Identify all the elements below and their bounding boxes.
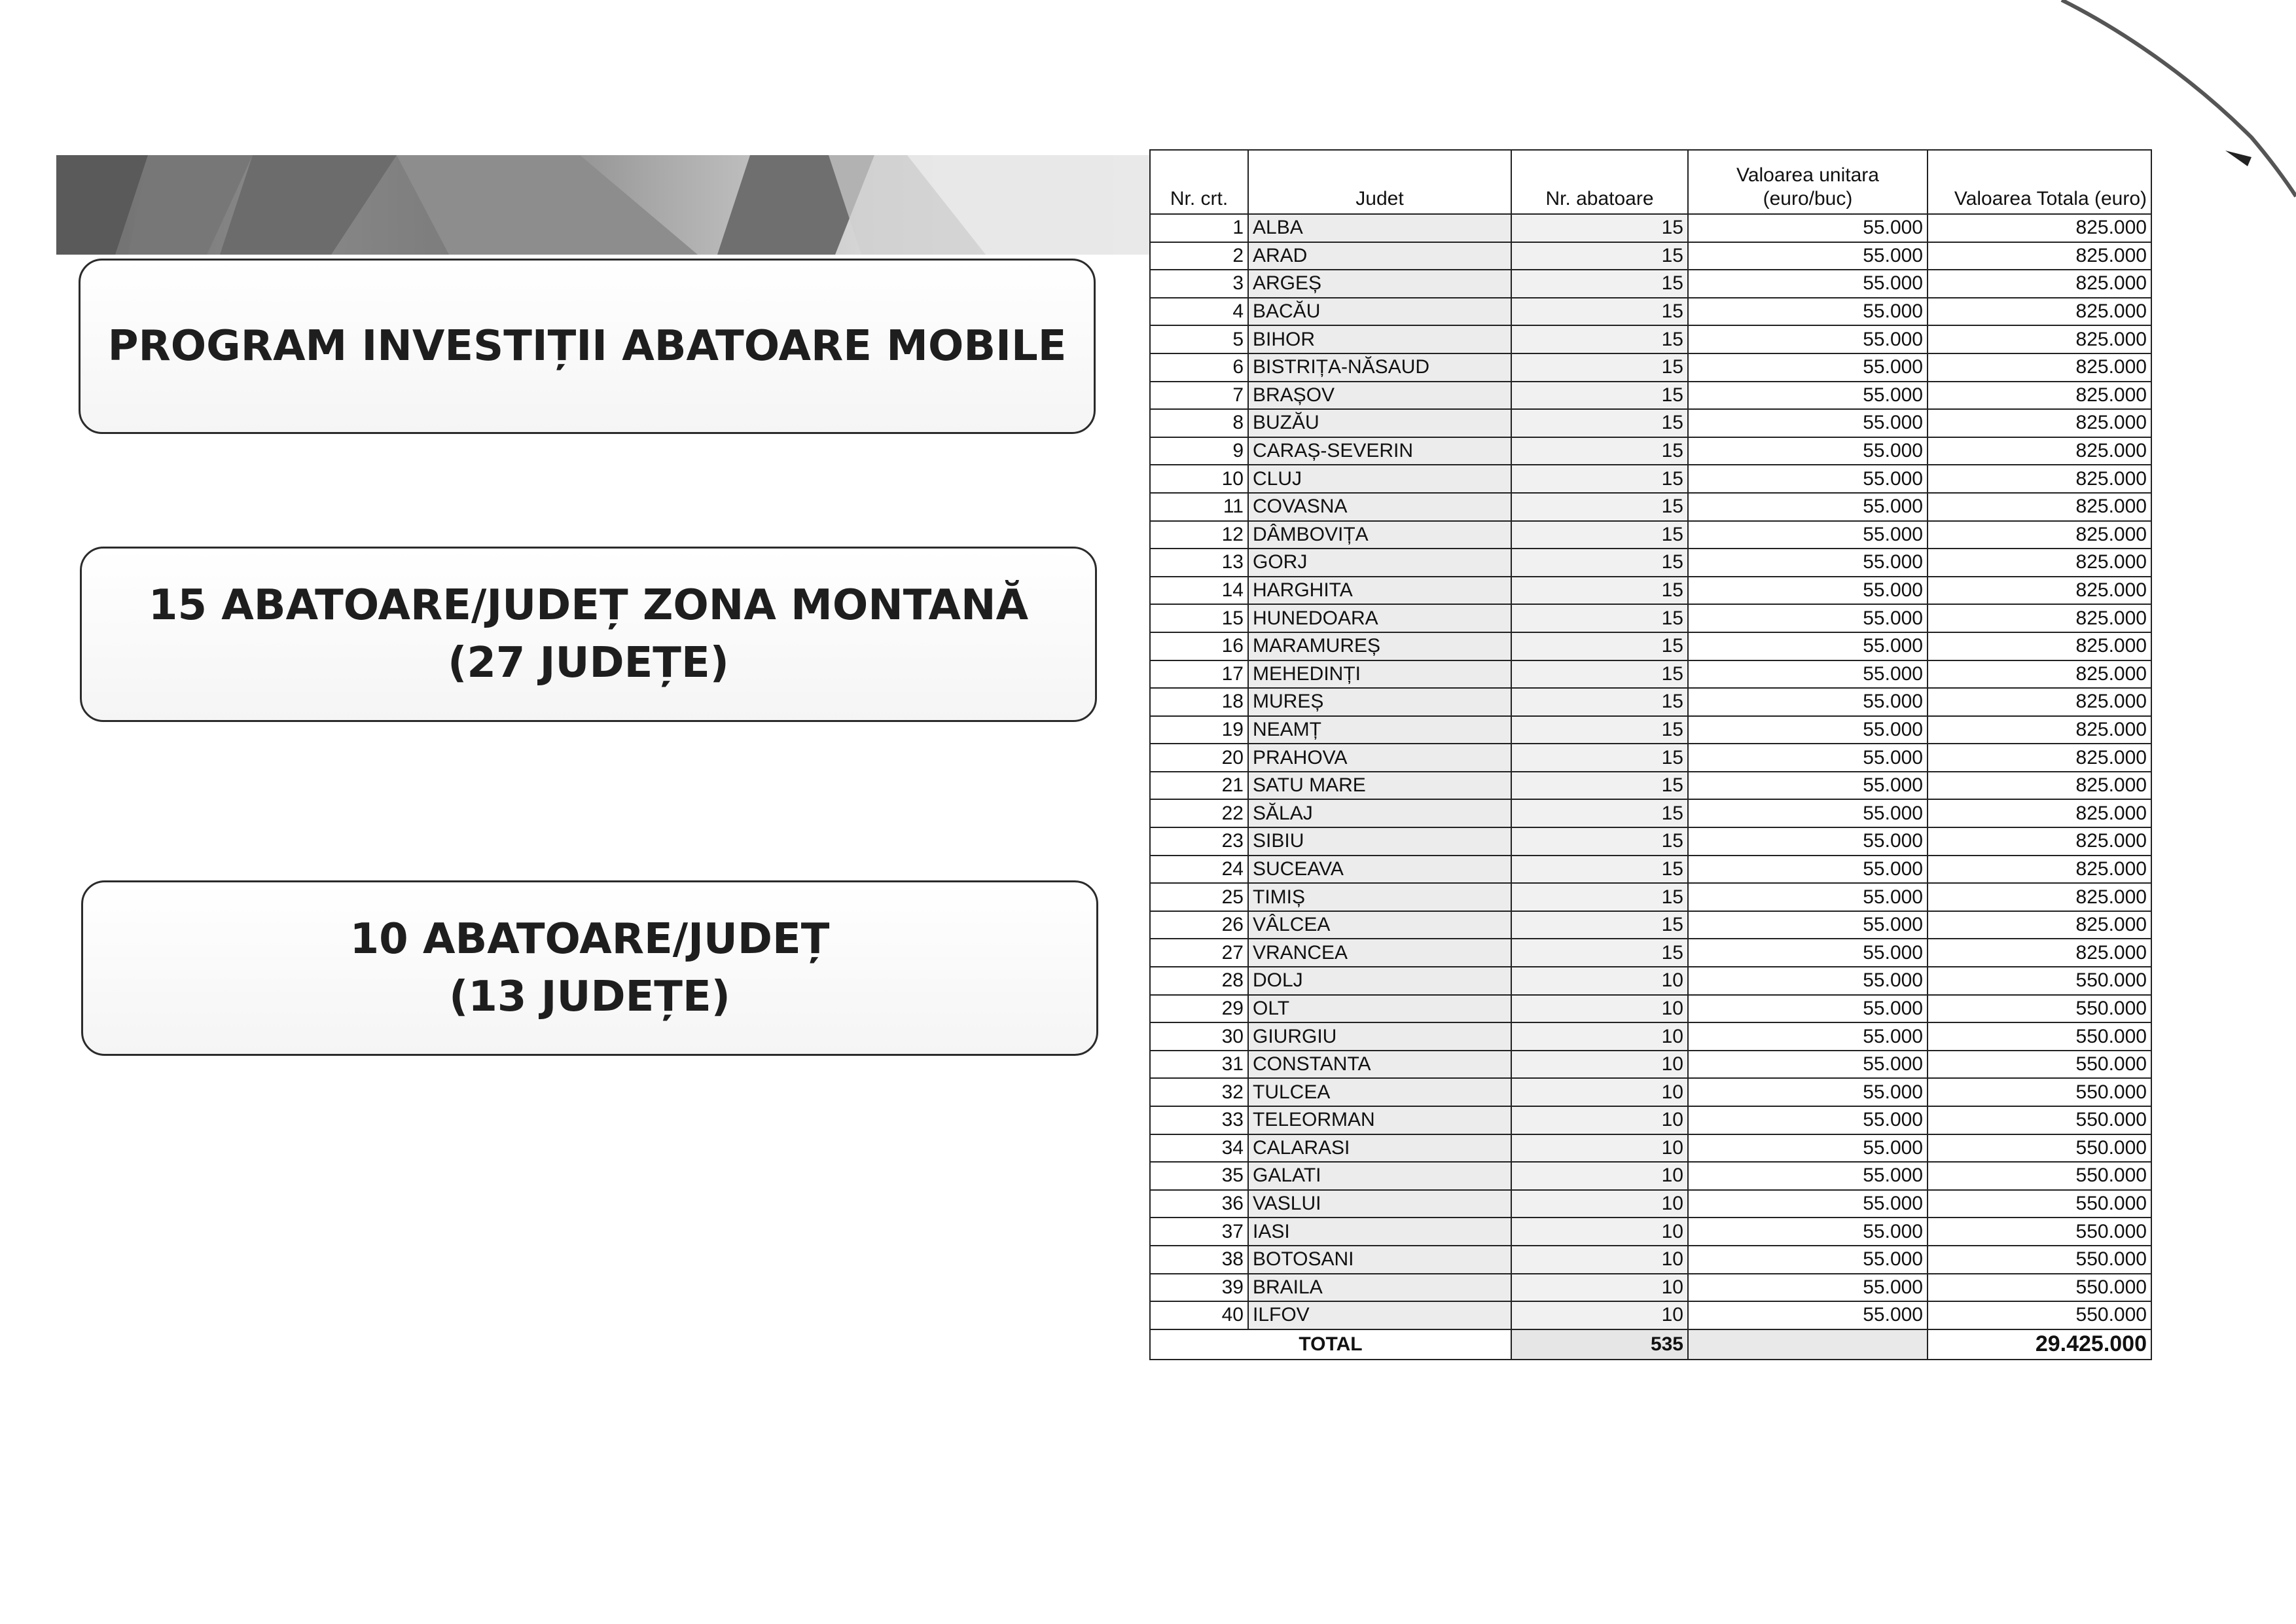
cell-abatoare: 10 (1511, 1218, 1688, 1246)
cell-valoare-unitara: 55.000 (1688, 549, 1928, 577)
header-valoare-unitara-line1: Valoarea unitara (1736, 164, 1879, 186)
cell-valoare-totala: 825.000 (1928, 911, 2151, 939)
cell-valoare-totala: 825.000 (1928, 325, 2151, 353)
cell-abatoare: 15 (1511, 298, 1688, 326)
cell-judet: MEHEDINȚI (1248, 660, 1511, 689)
table-row (1150, 1078, 2151, 1106)
cell-judet: BRAILA (1248, 1274, 1511, 1302)
cell-judet: IASI (1248, 1218, 1511, 1246)
total-valoare-totala: 29.425.000 (1928, 1329, 2151, 1360)
cell-judet: TELEORMAN (1248, 1106, 1511, 1134)
cell-nr: 40 (1150, 1301, 1248, 1329)
cell-valoare-unitara: 55.000 (1688, 270, 1928, 298)
cell-valoare-totala: 825.000 (1928, 521, 2151, 549)
cell-nr: 35 (1150, 1162, 1248, 1190)
cell-abatoare: 15 (1511, 577, 1688, 605)
table-row (1150, 214, 2151, 242)
table-row (1150, 353, 2151, 382)
cell-abatoare: 15 (1511, 242, 1688, 270)
table-row (1150, 688, 2151, 716)
cell-abatoare: 15 (1511, 409, 1688, 437)
cell-valoare-unitara: 55.000 (1688, 325, 1928, 353)
cell-valoare-unitara: 55.000 (1688, 493, 1928, 521)
table-header-row (1150, 150, 2151, 214)
table-row (1150, 382, 2151, 410)
program-title: PROGRAM INVESTIȚII ABATOARE MOBILE (107, 322, 1067, 370)
cell-nr: 22 (1150, 799, 1248, 827)
cell-judet: ARGEȘ (1248, 270, 1511, 298)
cell-abatoare: 10 (1511, 1078, 1688, 1106)
cell-nr: 20 (1150, 744, 1248, 772)
cell-judet: GORJ (1248, 549, 1511, 577)
cell-judet: COVASNA (1248, 493, 1511, 521)
cell-judet: BIHOR (1248, 325, 1511, 353)
cell-valoare-unitara: 55.000 (1688, 856, 1928, 884)
cell-valoare-unitara: 55.000 (1688, 577, 1928, 605)
scan-corner-mark (2036, 0, 2296, 262)
cell-abatoare: 15 (1511, 382, 1688, 410)
cell-valoare-unitara: 55.000 (1688, 1246, 1928, 1274)
cell-valoare-unitara: 55.000 (1688, 1301, 1928, 1329)
cell-judet: GALATI (1248, 1162, 1511, 1190)
cell-valoare-unitara: 55.000 (1688, 772, 1928, 800)
table-row (1150, 911, 2151, 939)
table-body (1150, 214, 2151, 1329)
total-label: TOTAL (1150, 1329, 1511, 1360)
cell-judet: GIURGIU (1248, 1022, 1511, 1051)
cell-nr: 1 (1150, 214, 1248, 242)
cell-judet: PRAHOVA (1248, 744, 1511, 772)
cell-valoare-totala: 550.000 (1928, 1301, 2151, 1329)
cell-valoare-totala: 550.000 (1928, 1274, 2151, 1302)
cell-judet: TIMIȘ (1248, 883, 1511, 911)
table-row (1150, 437, 2151, 465)
cell-valoare-unitara: 55.000 (1688, 1162, 1928, 1190)
cell-abatoare: 15 (1511, 939, 1688, 967)
table-row (1150, 1022, 2151, 1051)
cell-judet: VASLUI (1248, 1190, 1511, 1218)
cell-abatoare: 15 (1511, 325, 1688, 353)
cell-judet: MUREȘ (1248, 688, 1511, 716)
cell-valoare-totala: 550.000 (1928, 1246, 2151, 1274)
total-unitara-empty (1688, 1329, 1928, 1360)
cell-judet: HUNEDOARA (1248, 604, 1511, 632)
cell-nr: 2 (1150, 242, 1248, 270)
cell-valoare-unitara: 55.000 (1688, 437, 1928, 465)
cell-nr: 4 (1150, 298, 1248, 326)
cell-nr: 14 (1150, 577, 1248, 605)
cell-nr: 21 (1150, 772, 1248, 800)
cell-valoare-totala: 550.000 (1928, 1190, 2151, 1218)
other-counties-line2: (13 JUDEȚE) (449, 973, 730, 1021)
cell-valoare-totala: 825.000 (1928, 353, 2151, 382)
cell-abatoare: 15 (1511, 744, 1688, 772)
cell-judet: VÂLCEA (1248, 911, 1511, 939)
table-row (1150, 1274, 2151, 1302)
cell-abatoare: 15 (1511, 214, 1688, 242)
cell-valoare-totala: 825.000 (1928, 744, 2151, 772)
table-row (1150, 604, 2151, 632)
cell-nr: 26 (1150, 911, 1248, 939)
cell-valoare-totala: 825.000 (1928, 298, 2151, 326)
cell-valoare-unitara: 55.000 (1688, 1218, 1928, 1246)
cell-abatoare: 10 (1511, 1051, 1688, 1079)
cell-judet: DÂMBOVIȚA (1248, 521, 1511, 549)
cell-abatoare: 10 (1511, 1022, 1688, 1051)
cell-valoare-unitara: 55.000 (1688, 1190, 1928, 1218)
cell-judet: MARAMUREȘ (1248, 632, 1511, 660)
cell-nr: 39 (1150, 1274, 1248, 1302)
cell-abatoare: 15 (1511, 688, 1688, 716)
cell-nr: 15 (1150, 604, 1248, 632)
other-counties-line1: 10 ABATOARE/JUDEȚ (350, 915, 830, 964)
cell-abatoare: 10 (1511, 1246, 1688, 1274)
cell-abatoare: 15 (1511, 521, 1688, 549)
cell-valoare-unitara: 55.000 (1688, 688, 1928, 716)
table-row (1150, 883, 2151, 911)
cell-abatoare: 15 (1511, 660, 1688, 689)
cell-nr: 16 (1150, 632, 1248, 660)
header-nr-crt: Nr. crt. (1150, 150, 1248, 214)
cell-abatoare: 15 (1511, 883, 1688, 911)
table-row (1150, 827, 2151, 856)
cell-nr: 24 (1150, 856, 1248, 884)
cell-judet: CARAȘ-SEVERIN (1248, 437, 1511, 465)
cell-abatoare: 15 (1511, 716, 1688, 744)
cell-abatoare: 15 (1511, 856, 1688, 884)
cell-judet: NEAMȚ (1248, 716, 1511, 744)
cell-valoare-totala: 825.000 (1928, 214, 2151, 242)
cell-abatoare: 10 (1511, 1190, 1688, 1218)
cell-valoare-unitara: 55.000 (1688, 911, 1928, 939)
cell-valoare-unitara: 55.000 (1688, 827, 1928, 856)
cell-valoare-totala: 825.000 (1928, 939, 2151, 967)
cell-valoare-totala: 550.000 (1928, 1051, 2151, 1079)
cell-nr: 30 (1150, 1022, 1248, 1051)
cell-nr: 18 (1150, 688, 1248, 716)
cell-valoare-unitara: 55.000 (1688, 660, 1928, 689)
table-row (1150, 242, 2151, 270)
cell-valoare-unitara: 55.000 (1688, 744, 1928, 772)
cell-valoare-totala: 825.000 (1928, 856, 2151, 884)
cell-abatoare: 15 (1511, 465, 1688, 493)
cell-abatoare: 15 (1511, 353, 1688, 382)
table-row (1150, 660, 2151, 689)
table-row (1150, 1190, 2151, 1218)
cell-judet: SĂLAJ (1248, 799, 1511, 827)
cell-nr: 31 (1150, 1051, 1248, 1079)
cell-valoare-unitara: 55.000 (1688, 604, 1928, 632)
cell-valoare-totala: 825.000 (1928, 883, 2151, 911)
cell-nr: 19 (1150, 716, 1248, 744)
cell-abatoare: 15 (1511, 911, 1688, 939)
cell-abatoare: 10 (1511, 1106, 1688, 1134)
cell-judet: HARGHITA (1248, 577, 1511, 605)
cell-nr: 38 (1150, 1246, 1248, 1274)
cell-valoare-unitara: 55.000 (1688, 214, 1928, 242)
cell-nr: 8 (1150, 409, 1248, 437)
cell-valoare-totala: 825.000 (1928, 242, 2151, 270)
cell-valoare-unitara: 55.000 (1688, 1022, 1928, 1051)
cell-valoare-totala: 825.000 (1928, 382, 2151, 410)
cell-abatoare: 15 (1511, 827, 1688, 856)
cell-abatoare: 15 (1511, 604, 1688, 632)
other-counties-card (81, 880, 1098, 1056)
total-abatoare: 535 (1511, 1329, 1688, 1360)
cell-nr: 12 (1150, 521, 1248, 549)
cell-valoare-totala: 825.000 (1928, 827, 2151, 856)
cell-judet: BOTOSANI (1248, 1246, 1511, 1274)
cell-judet: SUCEAVA (1248, 856, 1511, 884)
table-row (1150, 744, 2151, 772)
cell-valoare-unitara: 55.000 (1688, 716, 1928, 744)
table-row (1150, 325, 2151, 353)
table-row (1150, 939, 2151, 967)
cell-valoare-totala: 825.000 (1928, 772, 2151, 800)
header-valoare-unitara (1688, 150, 1928, 214)
cell-valoare-totala: 550.000 (1928, 995, 2151, 1023)
table-row (1150, 521, 2151, 549)
cell-abatoare: 15 (1511, 799, 1688, 827)
cell-nr: 29 (1150, 995, 1248, 1023)
table-row (1150, 1246, 2151, 1274)
table-row (1150, 1218, 2151, 1246)
cell-judet: CALARASI (1248, 1134, 1511, 1163)
cell-abatoare: 10 (1511, 995, 1688, 1023)
cell-nr: 13 (1150, 549, 1248, 577)
cell-abatoare: 15 (1511, 437, 1688, 465)
cell-valoare-totala: 825.000 (1928, 604, 2151, 632)
table-row (1150, 1051, 2151, 1079)
cell-valoare-unitara: 55.000 (1688, 967, 1928, 995)
table-row (1150, 465, 2151, 493)
cell-abatoare: 15 (1511, 632, 1688, 660)
cell-judet: BACĂU (1248, 298, 1511, 326)
cell-valoare-unitara: 55.000 (1688, 521, 1928, 549)
cell-valoare-totala: 825.000 (1928, 549, 2151, 577)
table-row (1150, 298, 2151, 326)
table-row (1150, 1134, 2151, 1163)
cell-valoare-unitara: 55.000 (1688, 465, 1928, 493)
cell-valoare-unitara: 55.000 (1688, 632, 1928, 660)
cell-judet: OLT (1248, 995, 1511, 1023)
cell-nr: 25 (1150, 883, 1248, 911)
cell-valoare-totala: 550.000 (1928, 1218, 2151, 1246)
header-nr-abatoare: Nr. abatoare (1511, 150, 1688, 214)
cell-valoare-totala: 550.000 (1928, 967, 2151, 995)
cell-abatoare: 10 (1511, 967, 1688, 995)
table-row (1150, 1106, 2151, 1134)
table-row (1150, 270, 2151, 298)
cell-valoare-totala: 550.000 (1928, 1022, 2151, 1051)
cell-valoare-unitara: 55.000 (1688, 883, 1928, 911)
cell-judet: TULCEA (1248, 1078, 1511, 1106)
cell-abatoare: 15 (1511, 493, 1688, 521)
table-row (1150, 1162, 2151, 1190)
table-row (1150, 493, 2151, 521)
cell-valoare-totala: 550.000 (1928, 1078, 2151, 1106)
cell-abatoare: 15 (1511, 270, 1688, 298)
cell-valoare-unitara: 55.000 (1688, 1134, 1928, 1163)
cell-valoare-totala: 825.000 (1928, 409, 2151, 437)
cell-abatoare: 10 (1511, 1134, 1688, 1163)
cell-abatoare: 15 (1511, 772, 1688, 800)
cell-judet: DOLJ (1248, 967, 1511, 995)
cell-valoare-totala: 825.000 (1928, 577, 2151, 605)
cell-judet: BISTRIȚA-NĂSAUD (1248, 353, 1511, 382)
table-row (1150, 549, 2151, 577)
cell-judet: BUZĂU (1248, 409, 1511, 437)
cell-valoare-unitara: 55.000 (1688, 1078, 1928, 1106)
cell-abatoare: 10 (1511, 1301, 1688, 1329)
cell-valoare-totala: 825.000 (1928, 716, 2151, 744)
cell-nr: 5 (1150, 325, 1248, 353)
cell-valoare-totala: 825.000 (1928, 660, 2151, 689)
header-valoare-unitara-line2: (euro/buc) (1763, 188, 1853, 209)
cell-valoare-totala: 825.000 (1928, 493, 2151, 521)
zona-montana-line2: (27 JUDEȚE) (448, 639, 729, 687)
program-title-card (79, 259, 1096, 434)
cell-abatoare: 10 (1511, 1162, 1688, 1190)
cell-nr: 27 (1150, 939, 1248, 967)
cell-nr: 10 (1150, 465, 1248, 493)
cell-judet: CONSTANTA (1248, 1051, 1511, 1079)
cell-abatoare: 10 (1511, 1274, 1688, 1302)
table-row (1150, 772, 2151, 800)
table-row (1150, 995, 2151, 1023)
cell-judet: CLUJ (1248, 465, 1511, 493)
cell-valoare-unitara: 55.000 (1688, 1106, 1928, 1134)
cell-valoare-totala: 550.000 (1928, 1134, 2151, 1163)
cell-valoare-unitara: 55.000 (1688, 353, 1928, 382)
cell-nr: 9 (1150, 437, 1248, 465)
cell-judet: ILFOV (1248, 1301, 1511, 1329)
cell-valoare-totala: 550.000 (1928, 1106, 2151, 1134)
cell-judet: ALBA (1248, 214, 1511, 242)
banner-graphic (56, 155, 1149, 255)
table-row (1150, 799, 2151, 827)
table-row (1150, 856, 2151, 884)
table-row (1150, 632, 2151, 660)
cell-valoare-totala: 550.000 (1928, 1162, 2151, 1190)
cell-nr: 37 (1150, 1218, 1248, 1246)
zona-montana-line1: 15 ABATOARE/JUDEȚ ZONA MONTANĂ (148, 581, 1029, 630)
header-judet: Judet (1248, 150, 1511, 214)
cell-valoare-totala: 825.000 (1928, 465, 2151, 493)
cell-judet: VRANCEA (1248, 939, 1511, 967)
table-row (1150, 716, 2151, 744)
total-row (1150, 1329, 2151, 1360)
cell-nr: 7 (1150, 382, 1248, 410)
cell-valoare-unitara: 55.000 (1688, 242, 1928, 270)
cell-valoare-unitara: 55.000 (1688, 382, 1928, 410)
table-row (1150, 409, 2151, 437)
cell-nr: 23 (1150, 827, 1248, 856)
cell-valoare-unitara: 55.000 (1688, 1051, 1928, 1079)
table-row (1150, 967, 2151, 995)
cell-nr: 11 (1150, 493, 1248, 521)
cell-nr: 6 (1150, 353, 1248, 382)
cell-valoare-totala: 825.000 (1928, 270, 2151, 298)
cell-judet: BRAȘOV (1248, 382, 1511, 410)
cell-valoare-totala: 825.000 (1928, 688, 2151, 716)
cell-nr: 36 (1150, 1190, 1248, 1218)
header-banner (56, 155, 1149, 255)
cell-valoare-unitara: 55.000 (1688, 939, 1928, 967)
cell-nr: 17 (1150, 660, 1248, 689)
cell-judet: SATU MARE (1248, 772, 1511, 800)
header-valoare-totala: Valoarea Totala (euro) (1928, 150, 2151, 214)
cell-valoare-totala: 825.000 (1928, 437, 2151, 465)
cell-nr: 3 (1150, 270, 1248, 298)
cell-valoare-unitara: 55.000 (1688, 409, 1928, 437)
abatoare-table (1149, 149, 2152, 1360)
cell-valoare-unitara: 55.000 (1688, 298, 1928, 326)
cell-nr: 33 (1150, 1106, 1248, 1134)
cell-valoare-unitara: 55.000 (1688, 799, 1928, 827)
cell-judet: ARAD (1248, 242, 1511, 270)
cell-judet: SIBIU (1248, 827, 1511, 856)
cell-abatoare: 15 (1511, 549, 1688, 577)
cell-valoare-totala: 825.000 (1928, 799, 2151, 827)
table-row (1150, 577, 2151, 605)
zona-montana-card (80, 547, 1097, 722)
cell-nr: 32 (1150, 1078, 1248, 1106)
cell-nr: 28 (1150, 967, 1248, 995)
cell-valoare-totala: 825.000 (1928, 632, 2151, 660)
table-row (1150, 1301, 2151, 1329)
cell-nr: 34 (1150, 1134, 1248, 1163)
cell-valoare-unitara: 55.000 (1688, 995, 1928, 1023)
cell-valoare-unitara: 55.000 (1688, 1274, 1928, 1302)
